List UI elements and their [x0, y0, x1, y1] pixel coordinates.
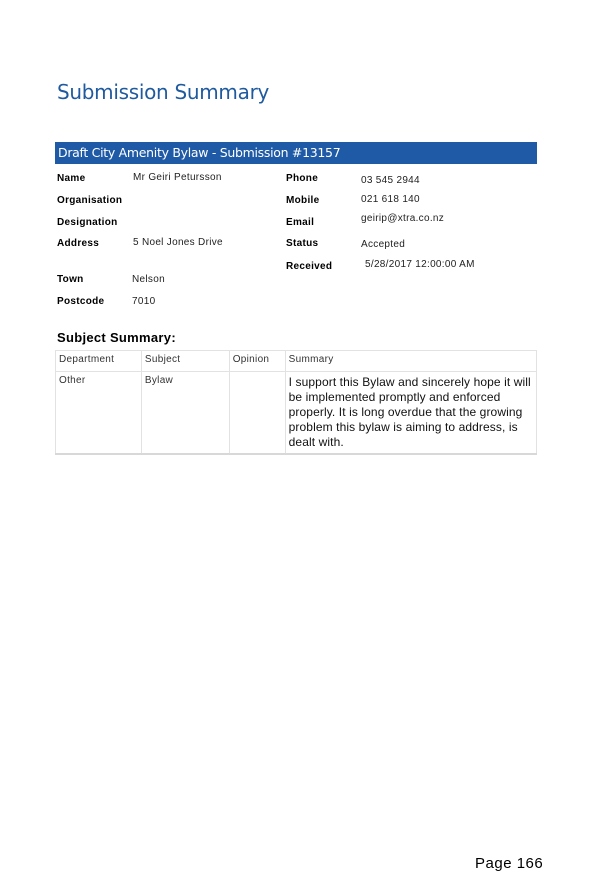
name-label: Name [57, 173, 86, 184]
subject-summary-table [55, 350, 537, 455]
address-label: Address [57, 238, 100, 249]
subject-cell: Bylaw [141, 372, 229, 455]
designation-label: Designation [57, 217, 118, 228]
column-header-subject: Subject [141, 351, 229, 372]
name-value: Mr Geiri Petursson [133, 172, 222, 183]
address-value: 5 Noel Jones Drive [133, 237, 223, 248]
column-header-opinion: Opinion [229, 351, 285, 372]
received-label: Received [286, 261, 333, 272]
mobile-value: 021 618 140 [361, 194, 420, 205]
email-value[interactable]: geirip@xtra.co.nz [361, 213, 445, 224]
phone-label: Phone [286, 173, 319, 184]
mobile-label: Mobile [286, 195, 320, 206]
postcode-label: Postcode [57, 296, 105, 307]
phone-value: 03 545 2944 [361, 175, 420, 186]
submission-banner: Draft City Amenity Bylaw - Submission #13157 [55, 142, 537, 164]
page-number: Page 166 [475, 855, 544, 872]
received-value: 5/28/2017 12:00:00 AM [365, 259, 475, 270]
postcode-value: 7010 [132, 296, 156, 307]
table-row [56, 372, 537, 455]
town-label: Town [57, 274, 84, 285]
column-header-department: Department [56, 351, 142, 372]
status-value: Accepted [361, 239, 406, 250]
status-label: Status [286, 238, 319, 249]
town-value: Nelson [132, 274, 165, 285]
email-label: Email [286, 217, 315, 228]
table-header-row [56, 351, 537, 372]
organisation-label: Organisation [57, 195, 123, 206]
subject-summary-heading: Subject Summary: [57, 330, 176, 345]
page-title: Submission Summary [57, 80, 270, 104]
summary-cell: I support this Bylaw and sincerely hope it will be implemented promptly and enforced properly. It is long overdue that the growing problem this bylaw is aiming to address, is dealt with. [285, 372, 536, 455]
opinion-cell [229, 372, 285, 455]
department-cell: Other [56, 372, 142, 455]
column-header-summary: Summary [285, 351, 536, 372]
